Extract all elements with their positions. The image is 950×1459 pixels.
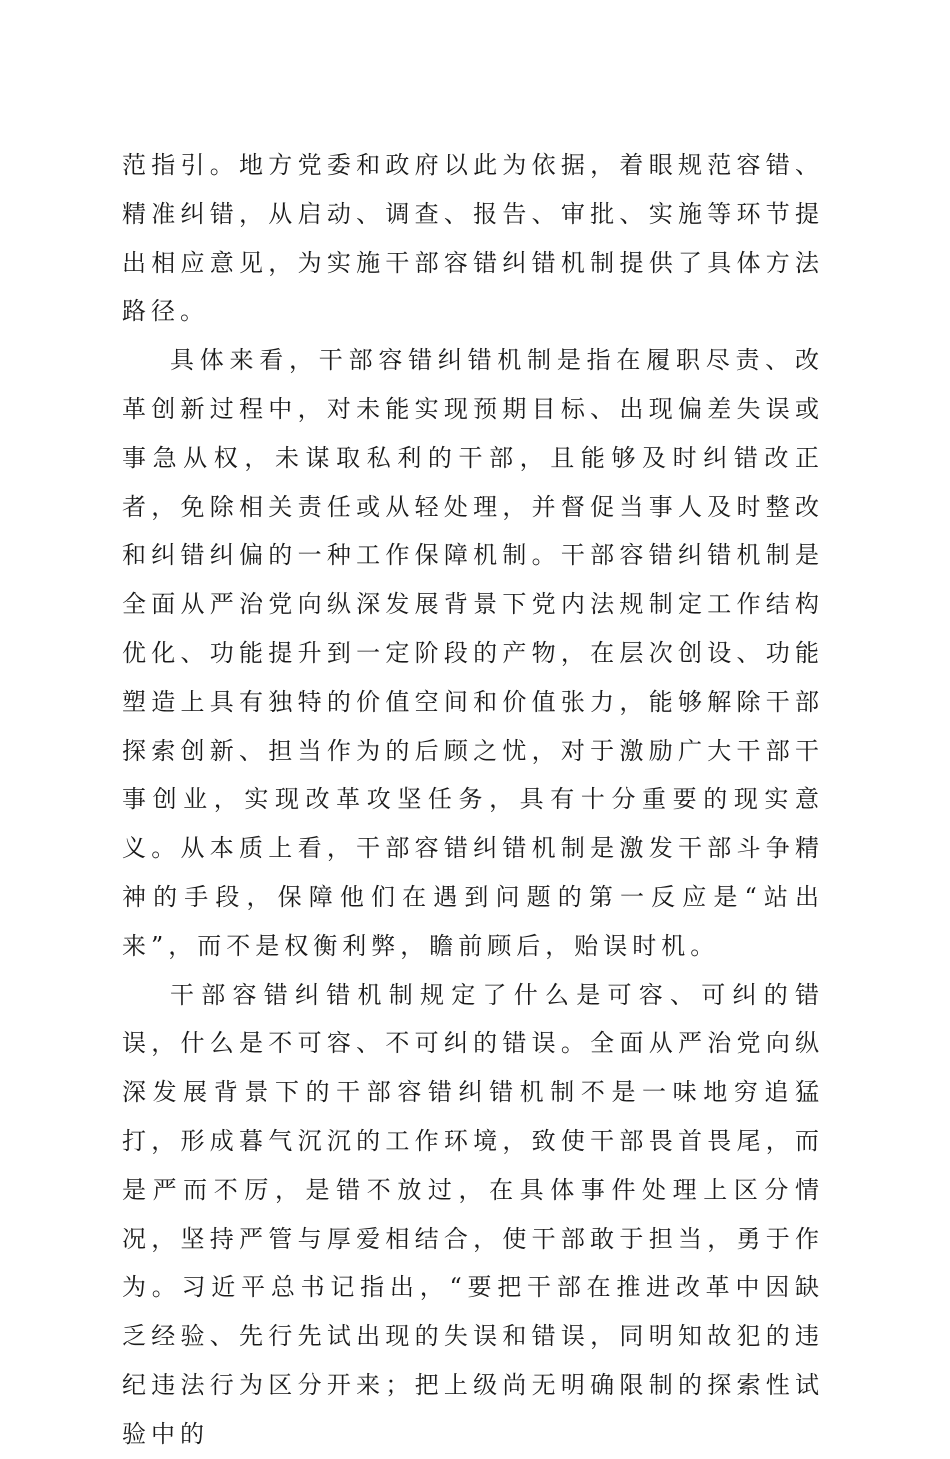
paragraph-continuation: 范指引。地方党委和政府以此为依据，着眼规范容错、精准纠错，从启动、调查、报告、审批、实施等环节提出相应意见，为实施干部容错纠错机制提供了具体方法路径。 (122, 151, 824, 326)
document-body (122, 141, 824, 1459)
paragraph-definition: 具体来看，干部容错纠错机制是指在履职尽责、改革创新过程中，对未能实现预期目标、出现偏差失误或事急从权，未谋取私利的干部，且能够及时纠错改正者，免除相关责任或从轻处理，并督促当事人及时整改和纠错纠偏的一种工作保障机制。干部容错纠错机制是全面从严治党向纵深发展背景下党内法规制定工作结构优化、功能提升到一定阶段的产物，在层次创设、功能塑造上具有独特的价值空间和价值张力，能够解除干部探索创新、担当作为的后顾之忧，对于激励广大干部干事创业，实现改革攻坚任务，具有十分重要的现实意义。从本质上看，干部容错纠错机制是激发干部斗争精神的手段，保障他们在遇到问题的第一反应是“站出来”，而不是权衡利弊，瞻前顾后，贻误时机。 (122, 346, 824, 960)
paragraph-scope: 干部容错纠错机制规定了什么是可容、可纠的错误，什么是不可容、不可纠的错误。全面从严治党向纵深发展背景下的干部容错纠错机制不是一味地穷追猛打，形成暮气沉沉的工作环境，致使干部畏首畏尾，而是严而不厉，是错不放过，在具体事件处理上区分情况，坚持严管与厚爱相结合，使干部敢于担当，勇于作为。习近平总书记指出，“要把干部在推进改革中因缺乏经验、先行先试出现的失误和错误，同明知故犯的违纪违法行为区分开来；把上级尚无明确限制的探索性试验中的 (122, 980, 824, 1448)
